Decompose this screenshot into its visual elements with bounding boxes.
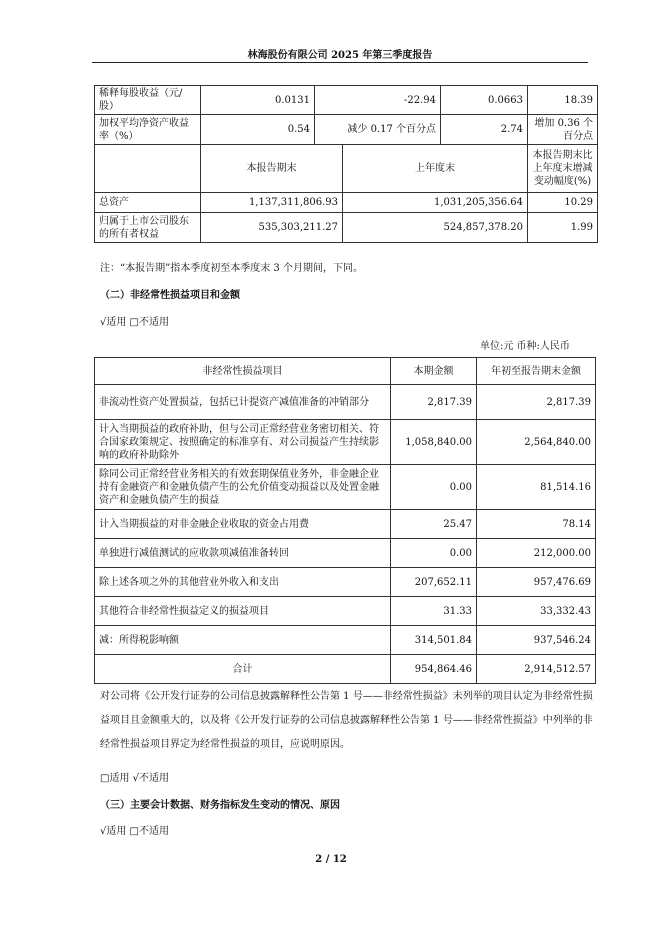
table-row	[95, 193, 598, 213]
cell-value: 1.99	[528, 213, 598, 243]
item-name: 计入当期损益的对非金融企业收取的资金占用费	[95, 510, 391, 539]
cell-value: 18.39	[528, 86, 598, 115]
table-total-row	[95, 655, 596, 684]
current-amount: 2,817.39	[391, 385, 477, 420]
total-ytd: 2,914,512.57	[477, 655, 596, 684]
table-row	[95, 213, 598, 243]
cell-value: 524,857,378.20	[343, 213, 528, 243]
cell-value: 0.0663	[441, 86, 528, 115]
ytd-amount: 2,564,840.00	[477, 420, 596, 465]
item-name: 减：所得税影响额	[95, 626, 391, 655]
current-amount: 25.47	[391, 510, 477, 539]
table-row	[95, 539, 596, 568]
row-label: 加权平均净资产收益率（%）	[95, 115, 201, 145]
cell-value: -22.94	[315, 86, 441, 115]
section-heading: （二）非经常性损益项目和金额	[100, 290, 240, 301]
ytd-amount: 2,817.39	[477, 385, 596, 420]
key-financials-table	[94, 85, 598, 243]
total-current: 954,864.46	[391, 655, 477, 684]
table-row	[95, 510, 596, 539]
item-name: 其他符合非经常性损益定义的损益项目	[95, 597, 391, 626]
item-name: 非流动性资产处置损益，包括已计提资产减值准备的冲销部分	[95, 385, 391, 420]
row-label: 总资产	[95, 193, 201, 213]
table-subheader-row	[95, 145, 598, 193]
row-label: 稀释每股收益（元/股）	[95, 86, 201, 115]
ytd-amount: 78.14	[477, 510, 596, 539]
table-row	[95, 626, 596, 655]
current-amount: 0.00	[391, 539, 477, 568]
table-row	[95, 420, 596, 465]
item-name: 计入当期损益的政府补助，但与公司正常经营业务密切相关、符合国家政策规定、按照确定的标准享有、对公司损益产生持续影响的政府补助除外	[95, 420, 391, 465]
table-row	[95, 86, 598, 115]
cell-value: 1,031,205,356.64	[343, 193, 528, 213]
column-header: 本报告期末	[201, 145, 343, 193]
current-amount: 207,652.11	[391, 568, 477, 597]
column-header: 本期金额	[391, 358, 477, 385]
column-header: 非经常性损益项目	[95, 358, 391, 385]
note-text: 注：“本报告期”指本季度初至本季度末 3 个月期间，下同。	[100, 263, 363, 274]
cell-value: 10.29	[528, 193, 598, 213]
cell-value: 增加 0.36 个百分点	[528, 115, 598, 145]
cell-value: 2.74	[441, 115, 528, 145]
column-header: 年初至报告期末金额	[477, 358, 596, 385]
explanation-paragraph: 对公司将《公开发行证券的公司信息披露解释性公告第 1 号——非经常性损益》未列举的项目认定为非经常性损益项目且金额重大的，以及将《公开发行证券的公司信息披露解释性公告第 1 号——非经常性损益》中列举的非经常性损益项目界定为经常性损益的项目，应说明原因。	[100, 691, 593, 750]
cell-value: 减少 0.17 个百分点	[315, 115, 441, 145]
table-row	[95, 385, 596, 420]
column-header: 本报告期末比上年度末增减变动幅度(%)	[528, 145, 598, 193]
ytd-amount: 33,332.43	[477, 597, 596, 626]
item-name: 除上述各项之外的其他营业外收入和支出	[95, 568, 391, 597]
header-divider	[92, 62, 588, 63]
ytd-amount: 212,000.00	[477, 539, 596, 568]
applicable-options: √适用 □不适用	[100, 826, 169, 837]
table-row	[95, 115, 598, 145]
page-header-title: 林海股份有限公司 2025 年第三季度报告	[247, 50, 433, 61]
table-row	[95, 597, 596, 626]
section-heading: （三）主要会计数据、财务指标发生变动的情况、原因	[100, 800, 340, 811]
cell-value: 0.0131	[201, 86, 315, 115]
current-amount: 1,058,840.00	[391, 420, 477, 465]
current-amount: 314,501.84	[391, 626, 477, 655]
cell-value: 0.54	[201, 115, 315, 145]
applicable-options: √适用 □不适用	[100, 317, 169, 328]
row-label: 归属于上市公司股东的所有者权益	[95, 213, 201, 243]
ytd-amount: 937,546.24	[477, 626, 596, 655]
table-row	[95, 465, 596, 510]
applicable-options: □适用 √不适用	[100, 773, 169, 784]
unit-label: 单位:元 币种:人民币	[480, 341, 570, 352]
cell-value: 1,137,311,806.93	[201, 193, 343, 213]
item-name: 单独进行减值测试的应收款项减值准备转回	[95, 539, 391, 568]
table-row	[95, 568, 596, 597]
ytd-amount: 957,476.69	[477, 568, 596, 597]
item-name: 除同公司正常经营业务相关的有效套期保值业务外，非金融企业持有金融资产和金融负债产生的公允价值变动损益以及处置金融资产和金融负债产生的损益	[95, 465, 391, 510]
blank-cell	[95, 145, 201, 193]
current-amount: 0.00	[391, 465, 477, 510]
ytd-amount: 81,514.16	[477, 465, 596, 510]
page-number: 2 / 12	[315, 854, 347, 865]
cell-value: 535,303,211.27	[201, 213, 343, 243]
column-header: 上年度末	[343, 145, 528, 193]
table-header-row	[95, 358, 596, 385]
current-amount: 31.33	[391, 597, 477, 626]
non-recurring-items-table	[94, 357, 596, 684]
total-label: 合计	[95, 655, 391, 684]
